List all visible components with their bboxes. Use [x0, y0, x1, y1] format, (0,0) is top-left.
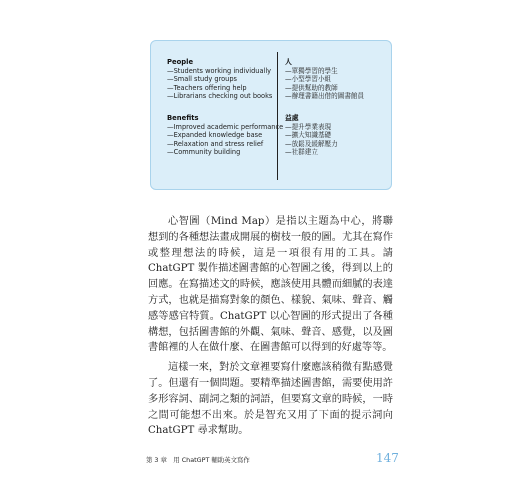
- benefits-column-zh: [285, 114, 338, 157]
- people-item: —Students working individually: [167, 66, 272, 75]
- benefits-item-zh: —社群建立: [285, 148, 318, 157]
- page-number: 147: [376, 451, 399, 465]
- people-item: —Teachers offering help: [167, 83, 247, 92]
- people-item-zh: —小型學習小組: [285, 75, 332, 84]
- people-item: —Small study groups: [167, 75, 237, 84]
- body-text: [148, 214, 393, 443]
- benefits-item-zh: —提升學業表現: [285, 122, 332, 131]
- benefits-item: —Community building: [167, 148, 241, 157]
- people-item: —Librarians checking out books: [167, 92, 273, 101]
- benefits-heading-zh: 益處: [285, 114, 299, 122]
- body-paragraph: 這樣一來，對於文章裡要寫什麼應該稍微有點感覺了。但還有一個問題。要精準描述圖書館，需要使用許多形容詞、副詞之類的詞語，但要寫文章的時候，一時之間可能想不出來。於是智充又用了下面的提示詞向 ChatGPT 尋求幫助。: [148, 362, 393, 437]
- benefits-item: —Improved academic performance: [167, 122, 284, 131]
- people-column-zh: [285, 58, 364, 101]
- body-paragraph: 心智圖（Mind Map）是指以主題為中心，將聯想到的各種想法畫成開展的樹枝一般的圖。尤其在寫作或整理想法的時候，這是一項很有用的工具。請 ChatGPT 製作描述圖書館的心智圖之後，得到以上的回應。在寫描述文的時候，應該使用具體而細膩的表達方式，也就是描寫對象的顏色、樣貌、氣味、聲音、觸感等感官特質。ChatGPT 以心智圖的形式提出了各種構想，包括圖書館的外觀、氣味、聲音、感覺，以及圖書館裡的人在做什麼、在圖書館可以得到的好處等等。: [148, 216, 393, 354]
- people-heading: People: [167, 58, 194, 66]
- people-item-zh: —辦理書籍出借的圖書館員: [285, 92, 365, 101]
- benefits-column-en: [167, 114, 283, 157]
- benefits-heading: Benefits: [167, 114, 199, 122]
- people-column-en: [167, 58, 272, 101]
- benefits-item: —Expanded knowledge base: [167, 131, 263, 140]
- people-item-zh: —提供幫助的教師: [285, 83, 338, 92]
- benefits-item-zh: —放鬆及緩解壓力: [285, 139, 338, 148]
- chapter-footer: 第 3 章 用 ChatGPT 輔助英文寫作: [146, 456, 250, 464]
- people-heading-zh: 人: [285, 58, 292, 66]
- benefits-item: —Relaxation and stress relief: [167, 139, 264, 148]
- people-item-zh: —單獨學習的學生: [285, 66, 338, 75]
- benefits-item-zh: —擴大知識基礎: [285, 131, 332, 140]
